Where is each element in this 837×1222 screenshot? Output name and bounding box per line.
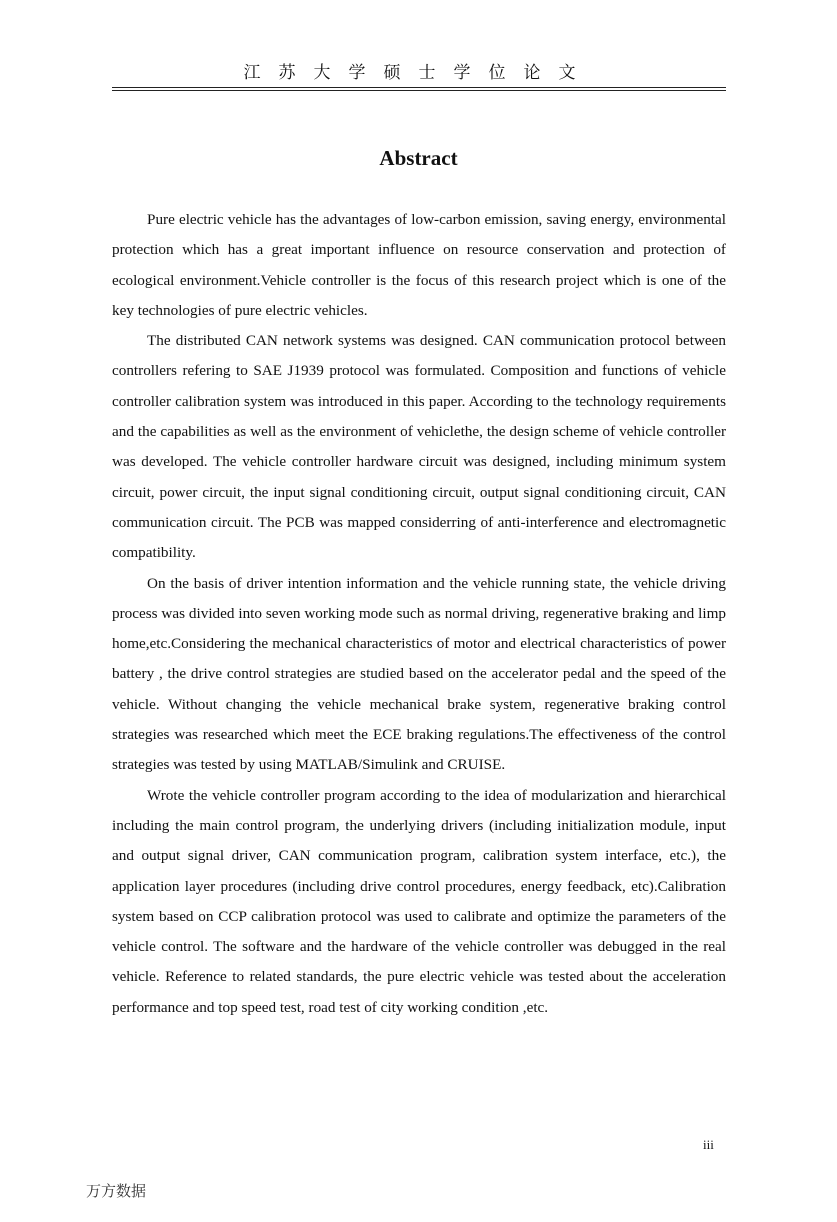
abstract-body [112,205,726,1023]
abstract-paragraph-1: Pure electric vehicle has the advantages of low-carbon emission, saving energy, environmental protection which has a great important influence on resource conservation and protection of ecological environment.Vehicle controller is the focus of this research project which is one of the key technologies of pure electric vehicles. [112,211,726,319]
source-watermark: 万方数据 [86,1182,147,1200]
header-rule-top [112,87,726,88]
abstract-paragraph-2: The distributed CAN network systems was designed. CAN communication protocol between controllers refering to SAE J1939 protocol was formulated. Composition and functions of vehicle controller calibration system was introduced in this paper. According to the technology requirements and the capabilities as well as the environment of vehiclethe, the design scheme of vehicle controller was developed. The vehicle controller hardware circuit was designed, including minimum system circuit, power circuit, the input signal conditioning circuit, output signal conditioning circuit, CAN communication circuit. The PCB was mapped considerring of anti-interference and electromagnetic compatibility. [112,332,726,562]
abstract-paragraph-3: On the basis of driver intention information and the vehicle running state, the vehicle driving process was divided into seven working mode such as normal driving, regenerative braking and limp home,etc.Considering the mechanical characteristics of motor and electrical characteristics of power battery , the drive control strategies are studied based on the accelerator pedal and the speed of the vehicle. Without changing the vehicle mechanical brake system, regenerative braking control strategies was researched which meet the ECE braking regulations.The effectiveness of the control strategies was tested by using MATLAB/Simulink and CRUISE. [112,574,726,774]
page-number: iii [703,1137,714,1152]
university-thesis-title: 江苏大学硕士学位论文 [243,63,594,83]
abstract-heading: Abstract [379,146,458,170]
header-rule-bottom [112,90,726,91]
abstract-paragraph-4: Wrote the vehicle controller program according to the idea of modularization and hierarchical including the main control program, the underlying drivers (including initialization module, input and output signal driver, CAN communication program, calibration system interface, etc.), the application layer procedures (including drive control procedures, energy feedback, etc).Calibration system based on CCP calibration protocol was used to calibrate and optimize the parameters of the vehicle control. The software and the hardware of the vehicle controller was debugged in the real vehicle. Reference to related standards, the pure electric vehicle was tested about the acceleration performance and top speed test, road test of city working condition ,etc. [112,786,726,1016]
